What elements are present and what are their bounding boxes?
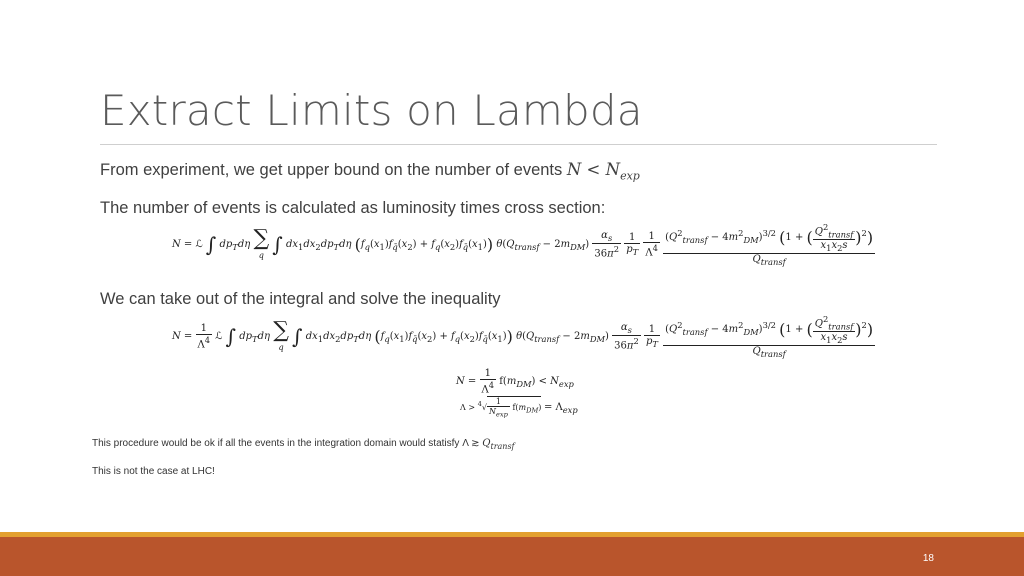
note-lhc: This is not the case at LHC! xyxy=(92,466,215,477)
bullet-upper-bound-text: From experiment, we get upper bound on the number of events xyxy=(100,161,567,179)
slide-title: Extract Limits on Lambda xyxy=(100,86,643,135)
note-integration-domain xyxy=(92,438,515,451)
equation-lambda-limit: Λ > $^4$√ $\frac{1}{N_{exp}}$ $f(m_{DM}) = \Lambda_{exp}$ xyxy=(460,397,578,419)
note-integration-domain-math: $Q_{transf}$ xyxy=(482,438,515,451)
footer-bar xyxy=(0,537,1024,576)
bullet-events-calculation: The number of events is calculated as luminosity times cross section: xyxy=(100,199,606,217)
equation-events-factored: N = $\frac{1}{\Lambda^4}$ ℒ ∫ $dp_Td\eta$ ∑ q ∫ $dx_1dx_2dp_Td\eta$ $(f_q(x_1)f_{q̄}(x_2) + f_q(x_2)f_{q̄}(x_1)) \theta(Q_{transf} - 2m_{DM})$ $\frac{\alpha_s}{36\pi^2}$ $\frac{1}{p_T}$ $(Q^2_{transf} - 4m^2_{DM})^{3/2}$ (1 + ( $\frac{Q^2_{transf}}{x_1x_2s}$ )$^2$) $Q_{transf}$ xyxy=(172,314,874,360)
page-number: 18 xyxy=(922,553,934,564)
bullet-upper-bound-math: $N < N_{exp}$ xyxy=(566,160,640,183)
bullet-upper-bound xyxy=(100,160,640,182)
equation-events-cross-section: N = ℒ ∫ $dp_Td\eta$ ∑ q ∫ $dx_1dx_2dp_Td\eta$ $(f_q(x_1)f_{q̄}(x_2) + f_q(x_2)f_{q̄}(x_1)) \theta(Q_{transf} - 2m_{DM})$ $\frac{\alpha_s}{36\pi^2}$ $\frac{1}{p_T}$ $\frac{1}{\Lambda^4}$ $(Q^2_{transf} - 4m^2_{DM})^{3/2}$ (1 + ( $\frac{Q^2_{transf}}{x_1x_2s}$ )$^2$) $Q_{transf}$ xyxy=(172,222,874,268)
equation-n-bound: N = $\frac{1}{\Lambda^4}$ $f(m_{DM}) < N_{exp}$ xyxy=(456,368,574,396)
title-divider xyxy=(100,144,937,145)
note-integration-domain-text: This procedure would be ok if all the events in the integration domain would statisfy Λ ≳ xyxy=(92,438,483,449)
bullet-take-out: We can take out of the integral and solve the inequality xyxy=(100,290,501,308)
